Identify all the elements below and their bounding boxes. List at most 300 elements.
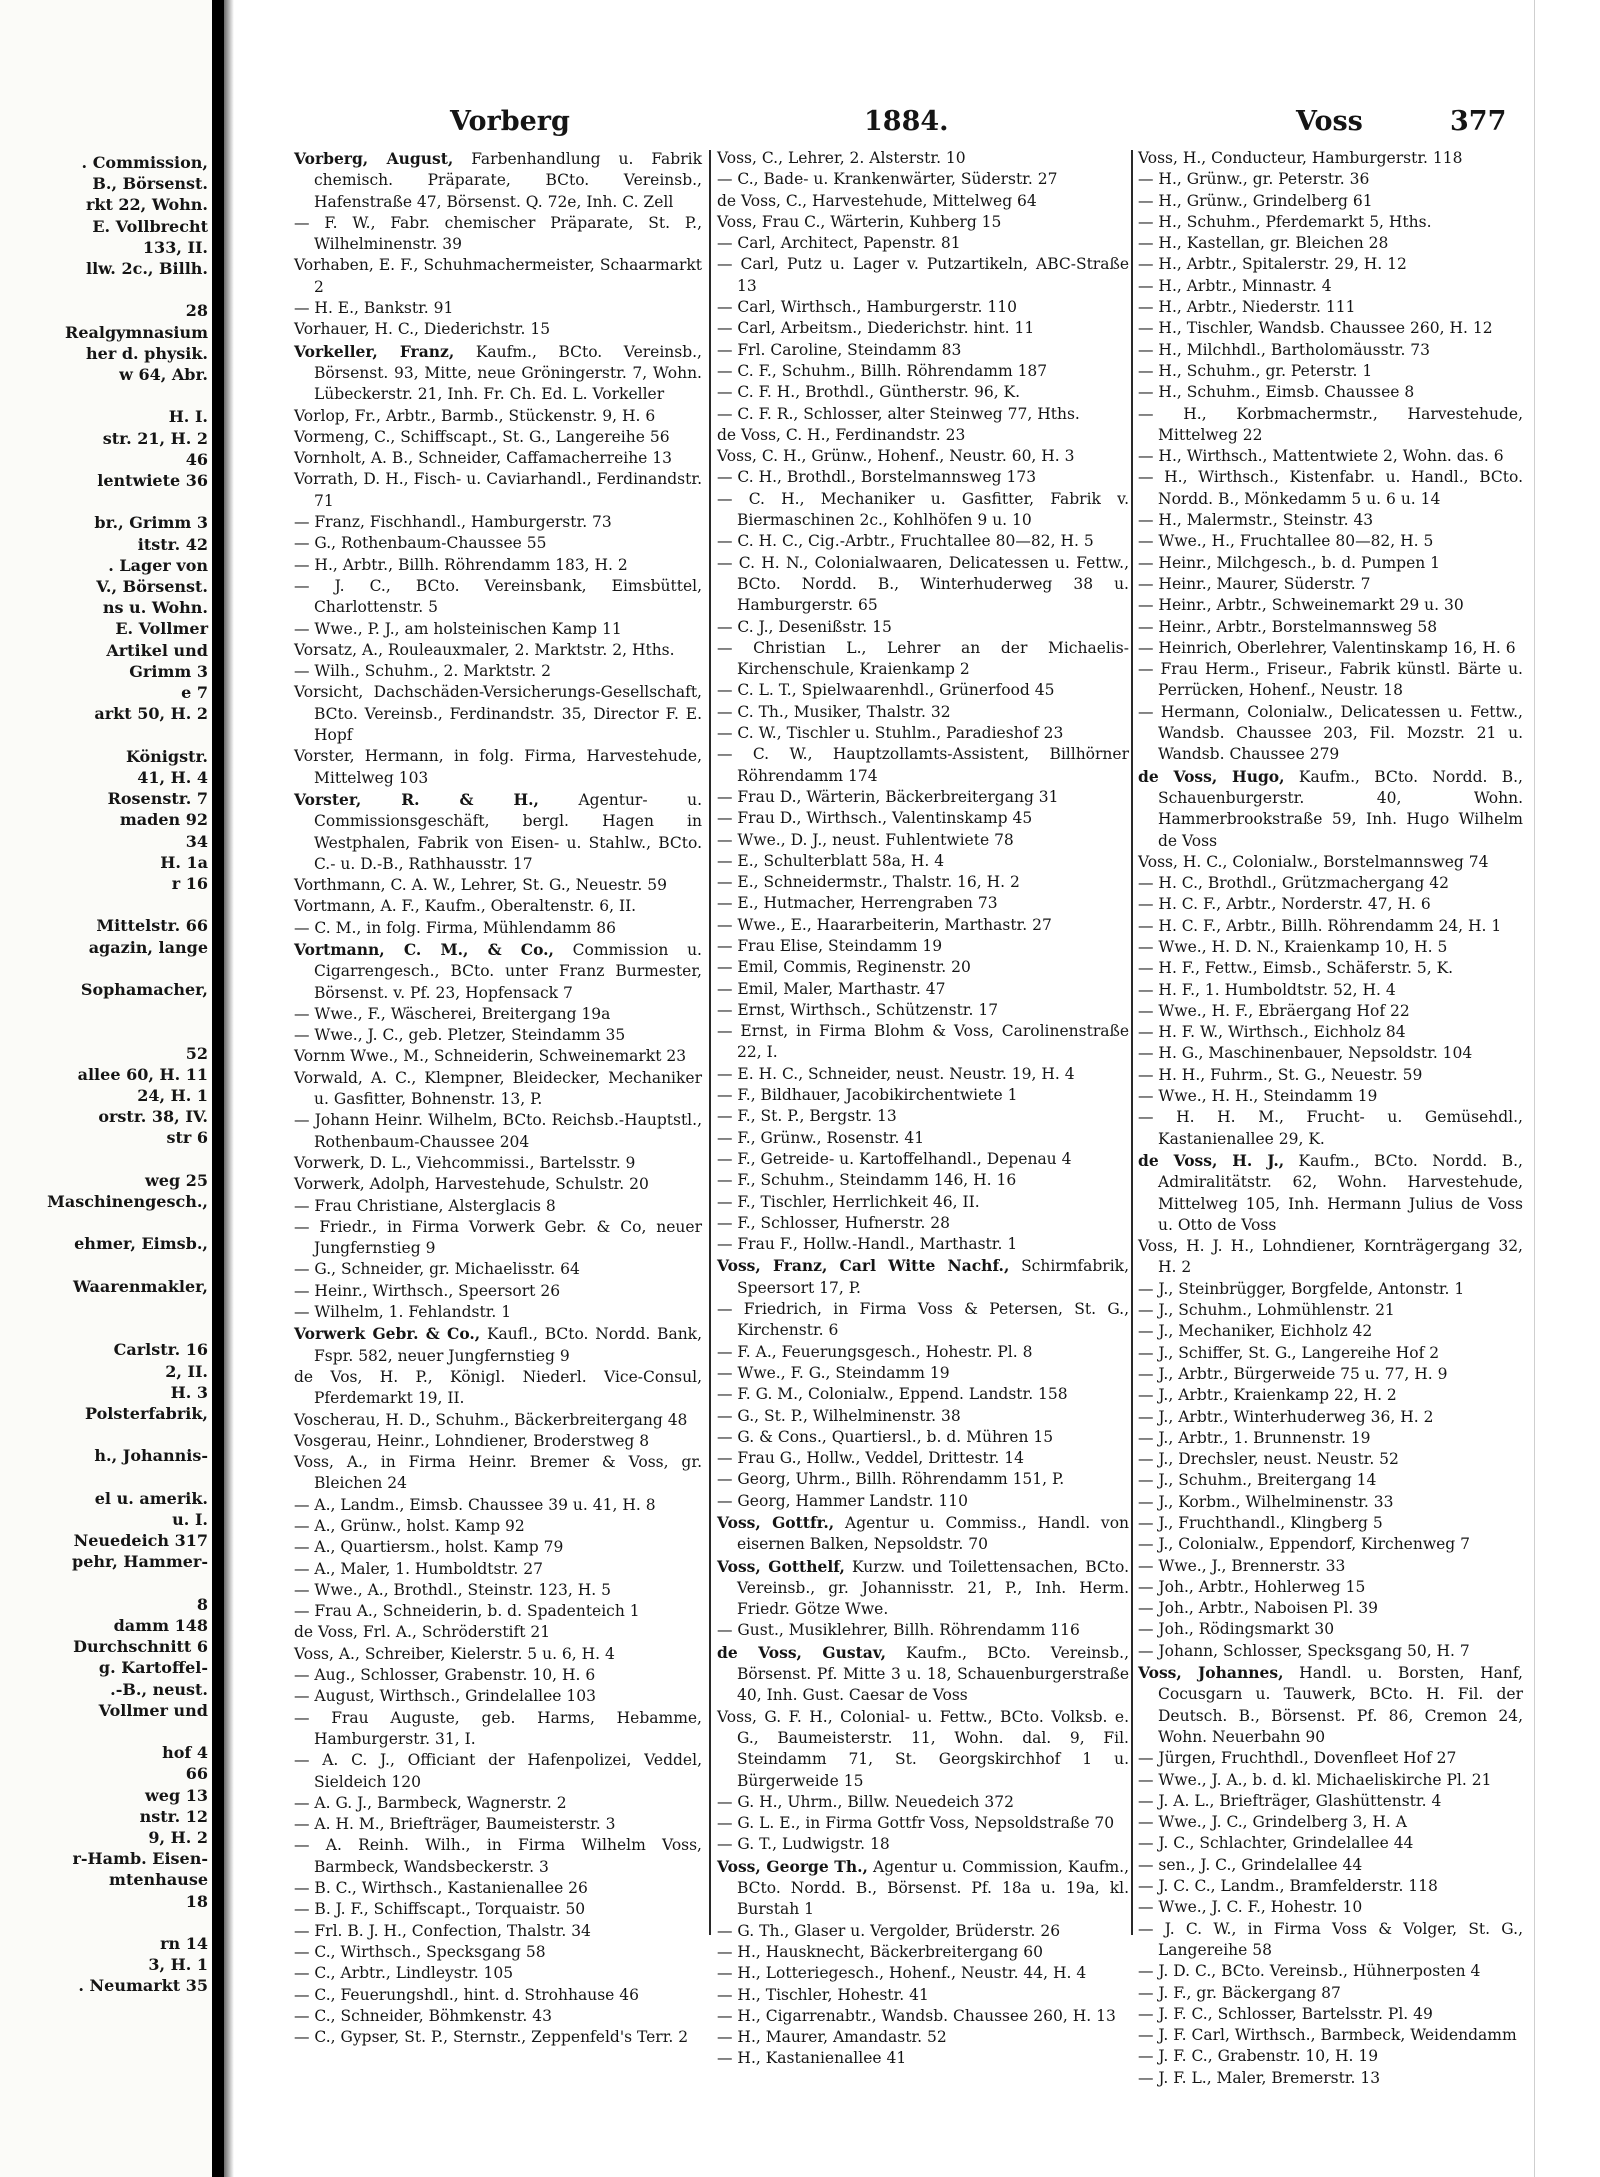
directory-entry — [1138, 1492, 1523, 1513]
directory-entry — [294, 1963, 702, 1984]
entry-text: — J. D. C., BCto. Vereinsb., Hühnerposten 4 — [1138, 1962, 1481, 1981]
directory-entry — [717, 191, 1129, 212]
facing-page-line: Durchschnitt 6 — [73, 1637, 208, 1657]
facing-page-line: H. I. — [168, 407, 208, 427]
facing-page-line — [0, 1912, 212, 1933]
facing-page-line: r-Hamb. Eisen- — [72, 1849, 208, 1869]
entry-text: — Frau G., Hollw., Veddel, Drittestr. 14 — [717, 1449, 1024, 1468]
facing-page-line: g. Kartoffel- — [98, 1658, 208, 1678]
directory-entry — [717, 531, 1129, 552]
directory-entry — [717, 1000, 1129, 1021]
facing-page-line — [0, 1573, 212, 1594]
facing-page-line: H. 1a — [160, 852, 208, 872]
directory-entry — [717, 872, 1129, 893]
directory-entry — [294, 1153, 702, 1174]
entry-text: — Wwe., E., Haararbeiterin, Marthastr. 27 — [717, 915, 1052, 934]
column-rule-1 — [709, 150, 711, 1935]
directory-entry — [717, 1128, 1129, 1149]
facing-page-line: arkt 50, H. 2 — [94, 704, 208, 724]
entry-text: de Voss, C. H., Ferdinandstr. 23 — [717, 425, 966, 444]
directory-entry — [1138, 958, 1523, 979]
facing-page-line: hof 4 — [162, 1743, 208, 1763]
entry-text: Farbenhandlung u. Fabrik chemisch. Präparate, BCto. Vereinsb., Hafenstraße 47, Börsenst. Q. 72e, Inh. C. Zell — [314, 150, 702, 211]
entry-text: Kaufm., BCto. Nordd. B., Admiralitätstr. 62, Wohn. Harvestehude, Mittelweg 105, Inh. Hermann Julius de Voss u. Otto de Voss — [1158, 1151, 1523, 1234]
directory-entry — [717, 1469, 1129, 1490]
entry-text: — Carl, Architect, Papenstr. 81 — [717, 234, 961, 253]
entry-text: Vorwerk, Adolph, Harvestehude, Schulstr. 20 — [294, 1175, 649, 1194]
directory-entry — [717, 702, 1129, 723]
facing-page-line: mtenhause — [109, 1870, 208, 1890]
directory-entry — [717, 318, 1129, 339]
entry-text: — Carl, Putz u. Lager v. Putzartikeln, ABC-Straße 13 — [717, 255, 1129, 295]
directory-entry — [717, 1213, 1129, 1234]
facing-page-line: rn 14 — [160, 1934, 208, 1954]
facing-page-line: lentwiete 36 — [97, 471, 208, 491]
entry-text: — F., Schlosser, Hufnerstr. 28 — [717, 1213, 951, 1232]
entry-text: — H. C. F., Arbtr., Norderstr. 47, H. 6 — [1138, 895, 1431, 914]
entry-text: — Frau Auguste, geb. Harms, Hebamme, Hamburgerstr. 31, I. — [294, 1708, 702, 1748]
facing-page-line: Rosenstr. 7 — [107, 789, 208, 809]
directory-entry — [717, 893, 1129, 914]
directory-entry — [1138, 297, 1523, 318]
directory-entry — [1138, 212, 1523, 233]
entry-text: — Ernst, Wirthsch., Schützenstr. 17 — [717, 1000, 999, 1019]
facing-page-line: rkt 22, Wohn. — [85, 195, 208, 215]
directory-entry — [1138, 894, 1523, 915]
directory-entry — [294, 640, 702, 661]
facing-page-line: Neuedeich 317 — [73, 1531, 208, 1551]
directory-entry — [717, 1299, 1129, 1342]
entry-text: — A. G. J., Barmbeck, Wagnerstr. 2 — [294, 1793, 567, 1812]
entry-text: — Wwe., A., Brothdl., Steinstr. 123, H. 5 — [294, 1580, 611, 1599]
facing-page-fragment — [0, 0, 212, 2177]
entry-text: — H. E., Bankstr. 91 — [294, 299, 454, 318]
entry-text: Handl. u. Borsten, Hanf, Cocusgarn u. Tauwerk, BCto. H. Fil. der Deutsch. B., Börsenst. Pf. 86, Cremon 24, Wohn. Neuerbahn 90 — [1158, 1664, 1523, 1746]
entry-text: Vortmann, A. F., Kaufm., Oberaltenstr. 6, II. — [294, 897, 637, 916]
facing-page-line: H. 3 — [170, 1382, 208, 1402]
directory-entry — [717, 1064, 1129, 1085]
facing-page-line: . Commission, — [81, 153, 208, 172]
entry-text: — H., Tischler, Wandsb. Chaussee 260, H. 12 — [1138, 319, 1493, 338]
entry-text: — J., Arbtr., Kraienkamp 22, H. 2 — [1138, 1386, 1397, 1405]
entry-text: — H., Wirthsch., Kistenfabr. u. Handl., BCto. Nordd. B., Mönkedamm 5 u. 6 u. 14 — [1138, 468, 1523, 508]
entry-name: Vorwerk Gebr. & Co., — [294, 1324, 481, 1344]
directory-entry — [717, 1448, 1129, 1469]
directory-entry — [717, 936, 1129, 957]
entry-text: — Frl. Caroline, Steindamm 83 — [717, 340, 962, 359]
entry-text: Vorsicht, Dachschäden-Versicherungs-Gesellschaft, BCto. Vereinsb., Ferdinandstr. 35, Director F. E. Hopf — [294, 683, 702, 745]
directory-entry — [1138, 1236, 1523, 1279]
entry-text: — Joh., Arbtr., Hohlerweg 15 — [1138, 1577, 1366, 1596]
facing-page-line: Maschinengesch., — [47, 1191, 208, 1211]
entry-text: de Vos, H. P., Königl. Niederl. Vice-Consul, Pferdemarkt 19, II. — [294, 1367, 702, 1408]
entry-text: — F. G. M., Colonialw., Eppend. Landstr. 158 — [717, 1385, 1068, 1404]
directory-entry — [294, 896, 702, 917]
entry-text: Vorwald, A. C., Klempner, Bleidecker, Mechaniker u. Gasfitter, Bohnenstr. 13, P. — [294, 1068, 702, 1109]
directory-entry — [717, 1512, 1129, 1556]
entry-text: — J., Arbtr., Winterhuderweg 36, H. 2 — [1138, 1407, 1434, 1426]
directory-entry — [294, 1431, 702, 1452]
directory-entry — [1138, 1770, 1523, 1791]
directory-entry — [1138, 638, 1523, 659]
directory-entry — [1138, 1107, 1523, 1150]
directory-entry — [717, 169, 1129, 190]
directory-entry — [1138, 361, 1523, 382]
entry-text: — Carl, Wirthsch., Hamburgerstr. 110 — [717, 298, 1017, 317]
entry-text: — H., Wirthsch., Mattentwiete 2, Wohn. das. 6 — [1138, 447, 1504, 466]
directory-entry — [1138, 1748, 1523, 1769]
facing-page-line: B., Börsenst. — [92, 174, 208, 194]
directory-entry — [717, 1427, 1129, 1448]
directory-entry — [294, 1750, 702, 1793]
entry-text: — H., Maurer, Amandastr. 52 — [717, 2028, 947, 2047]
entry-text: — J., Korbm., Wilhelminenstr. 33 — [1138, 1492, 1394, 1511]
entry-text: Vorwerk, D. L., Viehcommissi., Bartelsstr. 9 — [294, 1153, 636, 1172]
entry-text: — A., Maler, 1. Humboldtstr. 27 — [294, 1559, 543, 1578]
directory-entry — [294, 746, 702, 789]
entry-text: — Wwe., J. A., b. d. kl. Michaeliskirche Pl. 21 — [1138, 1770, 1492, 1789]
facing-page-line: 3, H. 1 — [148, 1955, 208, 1975]
entry-text: — H., Korbmachermstr., Harvestehude, Mittelweg 22 — [1138, 404, 1523, 444]
directory-entry — [294, 875, 702, 896]
entry-text: — F., Bildhauer, Jacobikirchentwiete 1 — [717, 1086, 1018, 1105]
entry-text: — H. F., Fettw., Eimsb., Schäferstr. 5, K. — [1138, 959, 1454, 978]
directory-entry — [1138, 1598, 1523, 1619]
directory-entry — [717, 830, 1129, 851]
directory-entry — [717, 1707, 1129, 1792]
directory-entry — [1138, 1279, 1523, 1300]
entry-text: — Friedrich, in Firma Voss & Petersen, St. G., Kirchenstr. 6 — [717, 1300, 1129, 1340]
facing-page-line: orstr. 38, IV. — [98, 1107, 208, 1127]
entry-text: Vorsatz, A., Rouleauxmaler, 2. Marktstr. 2, Hths. — [294, 640, 675, 659]
entry-text: — C. H., Brothdl., Borstelmannsweg 173 — [717, 468, 1037, 487]
entry-text: — Gust., Musiklehrer, Billh. Röhrendamm 116 — [717, 1621, 1080, 1640]
entry-name: de Voss, H. J., — [1138, 1150, 1285, 1170]
directory-entry — [1138, 169, 1523, 190]
facing-page-line: Sophamacher, — [80, 979, 208, 999]
facing-page-line: 8 — [196, 1594, 208, 1614]
directory-entry — [717, 1170, 1129, 1191]
directory-entry — [717, 1813, 1129, 1834]
entry-text: — J. C. W., in Firma Voss & Volger, St. G., Langereihe 58 — [1138, 1919, 1523, 1959]
facing-page-line: Artikel und — [106, 640, 208, 660]
directory-entry — [294, 341, 702, 406]
entry-text: — J. C., BCto. Vereinsbank, Eimsbüttel, Charlottenstr. 5 — [294, 576, 702, 617]
facing-page-line: Polsterfabrik, — [85, 1403, 208, 1423]
directory-entry — [1138, 318, 1523, 339]
entry-text: — Christian L., Lehrer an der Michaelis-Kirchenschule, Kraienkamp 2 — [717, 638, 1129, 679]
directory-entry — [1138, 1385, 1523, 1406]
entry-text: Vorhauer, H. C., Diederichstr. 15 — [294, 320, 551, 339]
directory-entry — [1138, 1022, 1523, 1043]
directory-entry — [1138, 937, 1523, 958]
facing-page-line — [0, 1297, 212, 1318]
directory-entry — [294, 1942, 702, 1963]
directory-entry — [1138, 1577, 1523, 1598]
entry-text: Voss, H., Conducteur, Hamburgerstr. 118 — [1138, 149, 1463, 167]
directory-entry — [1138, 766, 1523, 852]
entry-name: Vortmann, C. M., & Co., — [294, 939, 554, 959]
entry-text: — C., Gypser, St. P., Sternstr., Zeppenfeld's Terr. 2 — [294, 2028, 689, 2047]
entry-text: — C. F. H., Brothdl., Güntherstr. 96, K. — [717, 383, 1021, 402]
facing-page-line: her d. physik. — [86, 343, 208, 363]
directory-entry — [1138, 852, 1523, 873]
entry-text: Voss, Frau C., Wärterin, Kuhberg 15 — [717, 212, 1002, 231]
entry-text: Voss, A., in Firma Heinr. Bremer & Voss, gr. Bleichen 24 — [294, 1453, 702, 1493]
directory-entry — [1138, 574, 1523, 595]
directory-entry — [294, 1708, 702, 1751]
facing-page-line — [0, 279, 212, 300]
facing-page-line: Waarenmakler, — [72, 1276, 208, 1296]
entry-text: Voss, C., Lehrer, 2. Alsterstr. 10 — [717, 149, 966, 167]
facing-page-line: w 64, Abr. — [119, 365, 208, 385]
directory-entry — [717, 382, 1129, 403]
entry-text: de Voss, C., Harvestehude, Mittelweg 64 — [717, 191, 1037, 210]
entry-text: — Heinrich, Oberlehrer, Valentinskamp 16, H. 6 — [1138, 638, 1516, 657]
directory-entry — [294, 406, 702, 427]
directory-entry — [1138, 2046, 1523, 2067]
directory-entry — [294, 1004, 702, 1025]
entry-text: — Frau Christiane, Alsterglacis 8 — [294, 1196, 556, 1215]
directory-entry — [294, 1452, 702, 1495]
entry-text: — Wwe., J. C., geb. Pletzer, Steindamm 35 — [294, 1026, 626, 1045]
header-year: 1884. — [864, 106, 949, 137]
entry-text: — Wwe., F., Wäscherei, Breitergang 19a — [294, 1004, 611, 1023]
directory-entry — [1138, 1321, 1523, 1342]
directory-entry — [1138, 404, 1523, 447]
entry-text: — H., Grünw., Grindelberg 61 — [1138, 191, 1373, 210]
entry-text: — G. Th., Glaser u. Vergolder, Brüderstr. 26 — [717, 1921, 1061, 1940]
facing-page-line: r 16 — [171, 873, 208, 893]
directory-entry — [1138, 254, 1523, 275]
facing-page-line: damm 148 — [113, 1616, 208, 1636]
entry-text: Schirmfabrik, Speersort 17, P. — [737, 1257, 1129, 1297]
entry-text: — A. H. M., Briefträger, Baumeisterstr. 3 — [294, 1815, 616, 1834]
facing-page-line: Vollmer und — [98, 1700, 208, 1720]
entry-text: — H. F. W., Wirthsch., Eichholz 84 — [1138, 1023, 1406, 1042]
directory-entry — [1138, 446, 1523, 467]
directory-entry — [294, 1814, 702, 1835]
facing-page-line: Mittelstr. 66 — [96, 916, 208, 936]
directory-entry — [1138, 1855, 1523, 1876]
directory-entry — [294, 661, 702, 682]
directory-entry — [717, 148, 1129, 169]
entry-text: — A. Reinh. Wilh., in Firma Wilhelm Voss, Barmbeck, Wandsbeckerstr. 3 — [294, 1836, 702, 1876]
entry-text: — Joh., Rödingsmarkt 30 — [1138, 1620, 1335, 1639]
directory-entry — [294, 1323, 702, 1367]
directory-entry — [294, 213, 702, 256]
entry-text: — H. C., Brothdl., Grützmachergang 42 — [1138, 874, 1449, 893]
entry-text: — F. A., Feuerungsgesch., Hohestr. Pl. 8 — [717, 1342, 1033, 1361]
entry-text: — Heinr., Maurer, Süderstr. 7 — [1138, 574, 1371, 593]
directory-entry — [717, 1255, 1129, 1299]
facing-page-line — [0, 1255, 212, 1276]
entry-text: — J., Steinbrügger, Borgfelde, Antonstr. 1 — [1138, 1279, 1465, 1298]
entry-text: Vorrath, D. H., Fisch- u. Caviarhandl., Ferdinandstr. 71 — [294, 470, 702, 510]
entry-text: — B. J. F., Schiffscapt., Torquaistr. 50 — [294, 1900, 586, 1919]
entry-text: Commission u. Cigarrengesch., BCto. unter Franz Burmester, Börsenst. v. Pf. 23, Hopfensack 7 — [314, 940, 702, 1002]
directory-entry — [294, 1601, 702, 1622]
directory-entry — [294, 1217, 702, 1260]
entry-text: — E., Schneidermstr., Thalstr. 16, H. 2 — [717, 873, 1020, 892]
directory-entry — [717, 1556, 1129, 1621]
entry-text: — J., Colonialw., Eppendorf, Kirchenweg 7 — [1138, 1535, 1470, 1554]
facing-page-line: br., Grimm 3 — [94, 513, 208, 533]
directory-entry — [294, 918, 702, 939]
facing-page-line — [0, 1212, 212, 1233]
directory-entry — [717, 404, 1129, 425]
directory-entry — [717, 1834, 1129, 1855]
entry-text: — B. C., Wirthsch., Kastanienallee 26 — [294, 1879, 588, 1898]
directory-entry — [1138, 467, 1523, 510]
directory-entry — [717, 1085, 1129, 1106]
facing-page-line: pehr, Hammer- — [72, 1552, 208, 1572]
entry-name: Voss, Johannes, — [1138, 1663, 1284, 1683]
facing-page-line — [0, 491, 212, 512]
entry-text: — C., Bade- u. Krankenwärter, Süderstr. 27 — [717, 170, 1058, 189]
directory-entry — [294, 1516, 702, 1537]
directory-entry — [294, 319, 702, 340]
directory-entry — [717, 467, 1129, 488]
directory-entry — [294, 1559, 702, 1580]
entry-text: Kaufm., BCto. Vereinsb., Börsenst. Pf. Mitte 3 u. 18, Schauenburgerstraße 40, Inh. Gust. Caesar de Voss — [737, 1643, 1129, 1705]
entry-text: — J., Fruchthandl., Klingberg 5 — [1138, 1514, 1383, 1532]
entry-text: — Wwe., F. G., Steindamm 19 — [717, 1363, 950, 1382]
directory-entry — [1138, 1833, 1523, 1854]
entry-text: Voss, C. H., Grünw., Hohenf., Neustr. 60, H. 3 — [717, 447, 1075, 466]
facing-page-line — [0, 1000, 212, 1021]
page-edge — [1534, 0, 1535, 2177]
directory-entry — [1138, 510, 1523, 531]
entry-text: — G. L. E., in Firma Gottfr Voss, Nepsoldstraße 70 — [717, 1814, 1115, 1833]
directory-entry — [294, 1068, 702, 1111]
directory-entry — [1138, 1812, 1523, 1833]
entry-text: — E., Schulterblatt 58a, H. 4 — [717, 851, 945, 870]
directory-entry — [294, 1259, 702, 1280]
entry-text: — J. F. Carl, Wirthsch., Barmbeck, Weidendamm — [1138, 2026, 1517, 2045]
entry-text: — A., Grünw., holst. Kamp 92 — [294, 1517, 525, 1535]
entry-text: Agentur- u. Commissionsgeschäft, bergl. Hagen in Westphalen, Fabrik von Eisen- u. Stahlw., BCto. C.- u. D.-B., Rathhausstr. 17 — [314, 790, 702, 873]
directory-entry — [294, 1410, 702, 1431]
facing-page-line — [0, 385, 212, 406]
entry-text: — Wwe., J. C., Grindelberg 3, H. A — [1138, 1813, 1407, 1832]
directory-entry — [717, 957, 1129, 978]
directory-entry — [1138, 148, 1523, 169]
directory-entry — [717, 1234, 1129, 1255]
directory-entry — [717, 1192, 1129, 1213]
entry-text: — Wwe., H., Fruchtallee 80—82, H. 5 — [1138, 532, 1434, 551]
directory-entry — [717, 1491, 1129, 1512]
directory-entry — [717, 1985, 1129, 2006]
entry-text: — Heinr., Wirthsch., Speersort 26 — [294, 1281, 561, 1300]
directory-entry — [294, 1174, 702, 1195]
facing-page-line: .-B., neust. — [110, 1679, 208, 1699]
directory-entry — [1138, 1897, 1523, 1918]
entry-text: — C. J., Desenißstr. 15 — [717, 617, 892, 636]
entry-text: Vornholt, A. B., Schneider, Caffamacherreihe 13 — [294, 449, 673, 468]
directory-entry — [717, 2006, 1129, 2027]
directory-entry — [717, 723, 1129, 744]
entry-text: — Heinr., Arbtr., Borstelmannsweg 58 — [1138, 617, 1438, 636]
directory-entry — [294, 1921, 702, 1942]
directory-entry — [1138, 873, 1523, 894]
entry-text: — Johann Heinr. Wilhelm, BCto. Reichsb.-Hauptstl., Rothenbaum-Chaussee 204 — [294, 1111, 702, 1151]
entry-text: — Wwe., H. F., Ebräergang Hof 22 — [1138, 1001, 1410, 1020]
entry-text: — Georg, Uhrm., Billh. Röhrendamm 151, P. — [717, 1470, 1065, 1489]
directory-entry — [294, 619, 702, 640]
directory-entry — [717, 425, 1129, 446]
directory-column-2 — [717, 148, 1129, 2070]
directory-entry — [1138, 702, 1523, 766]
entry-name: Voss, Gottfr., — [717, 1513, 835, 1532]
facing-page-line: e 7 — [181, 683, 208, 703]
facing-page-line — [0, 1721, 212, 1742]
entry-text: — G., Rothenbaum-Chaussee 55 — [294, 534, 547, 553]
directory-entry — [294, 576, 702, 619]
directory-entry — [294, 682, 702, 746]
directory-entry — [717, 979, 1129, 1000]
entry-text: Kaufl., BCto. Nordd. Bank, Fspr. 582, neuer Jungfernstieg 9 — [314, 1325, 702, 1365]
entry-text: — H. G., Maschinenbauer, Nepsoldstr. 104 — [1138, 1044, 1473, 1063]
entry-text: Voss, G. F. H., Colonial- u. Fettw., BCto. Volksb. e. G., Baumeisterstr. 11, Wohn. dal. 9, Fil. Steindamm 71, St. Georgskirchhof 1 u. Bürgerweide 15 — [717, 1707, 1129, 1790]
directory-entry — [1138, 1919, 1523, 1962]
directory-entry — [717, 2048, 1129, 2069]
entry-text: — Wilh., Schuhm., 2. Marktstr. 2 — [294, 662, 551, 681]
entry-text: — A. C. J., Officiant der Hafenpolizei, Veddel, Sieldeich 120 — [294, 1751, 702, 1791]
directory-entry — [1138, 1407, 1523, 1428]
entry-name: Voss, Gotthelf, — [717, 1556, 845, 1576]
entry-text: — J. F. C., Schlosser, Bartelsstr. Pl. 49 — [1138, 2004, 1433, 2023]
entry-text: — J. F., gr. Bäckergang 87 — [1138, 1983, 1341, 2002]
entry-text: — J., Drechsler, neust. Neustr. 52 — [1138, 1450, 1399, 1469]
directory-entry — [294, 555, 702, 576]
directory-entry — [717, 1856, 1129, 1921]
entry-text: — Frl. B. J. H., Confection, Thalstr. 34 — [294, 1921, 591, 1940]
entry-text: — H. C. F., Arbtr., Billh. Röhrendamm 24, H. 1 — [1138, 916, 1502, 935]
entry-text: — G., St. P., Wilhelminenstr. 38 — [717, 1406, 961, 1425]
entry-text: Vorhaben, E. F., Schuhmachermeister, Schaarmarkt 2 — [294, 256, 702, 296]
entry-text: — H., Arbtr., Niederstr. 111 — [1138, 298, 1356, 317]
entry-text: — Aug., Schlosser, Grabenstr. 10, H. 6 — [294, 1666, 596, 1685]
facing-page-line: maden 92 — [119, 810, 208, 830]
facing-page-line: llw. 2c., Billh. — [85, 259, 208, 279]
entry-text: — C. H. C., Cig.-Arbtr., Fruchtallee 80—82, H. 5 — [717, 532, 1094, 551]
entry-text: — G., Schneider, gr. Michaelisstr. 64 — [294, 1260, 580, 1279]
directory-entry — [1138, 2025, 1523, 2046]
entry-text: — H., Kastellan, gr. Bleichen 28 — [1138, 234, 1389, 253]
directory-entry — [717, 254, 1129, 297]
directory-entry — [1138, 382, 1523, 403]
facing-page-line: 34 — [185, 831, 208, 851]
facing-page-line: u. I. — [172, 1510, 208, 1529]
entry-text: — Wwe., H. D. N., Kraienkamp 10, H. 5 — [1138, 937, 1448, 956]
directory-entry — [717, 915, 1129, 936]
directory-entry — [294, 1302, 702, 1323]
entry-text: Vorthmann, C. A. W., Lehrer, St. G., Neuestr. 59 — [294, 876, 667, 895]
facing-page-line: 66 — [185, 1764, 208, 1784]
directory-entry — [717, 1642, 1129, 1707]
entry-text: — E. H. C., Schneider, neust. Neustr. 19, H. 4 — [717, 1064, 1075, 1083]
facing-page-line: 24, H. 1 — [137, 1085, 208, 1105]
directory-entry — [1138, 1791, 1523, 1812]
directory-entry — [717, 361, 1129, 382]
directory-entry — [294, 1110, 702, 1153]
directory-entry — [1138, 1043, 1523, 1064]
directory-entry — [717, 489, 1129, 532]
facing-page-line: V., Börsenst. — [96, 577, 208, 597]
directory-entry — [1138, 553, 1523, 574]
directory-entry — [1138, 233, 1523, 254]
